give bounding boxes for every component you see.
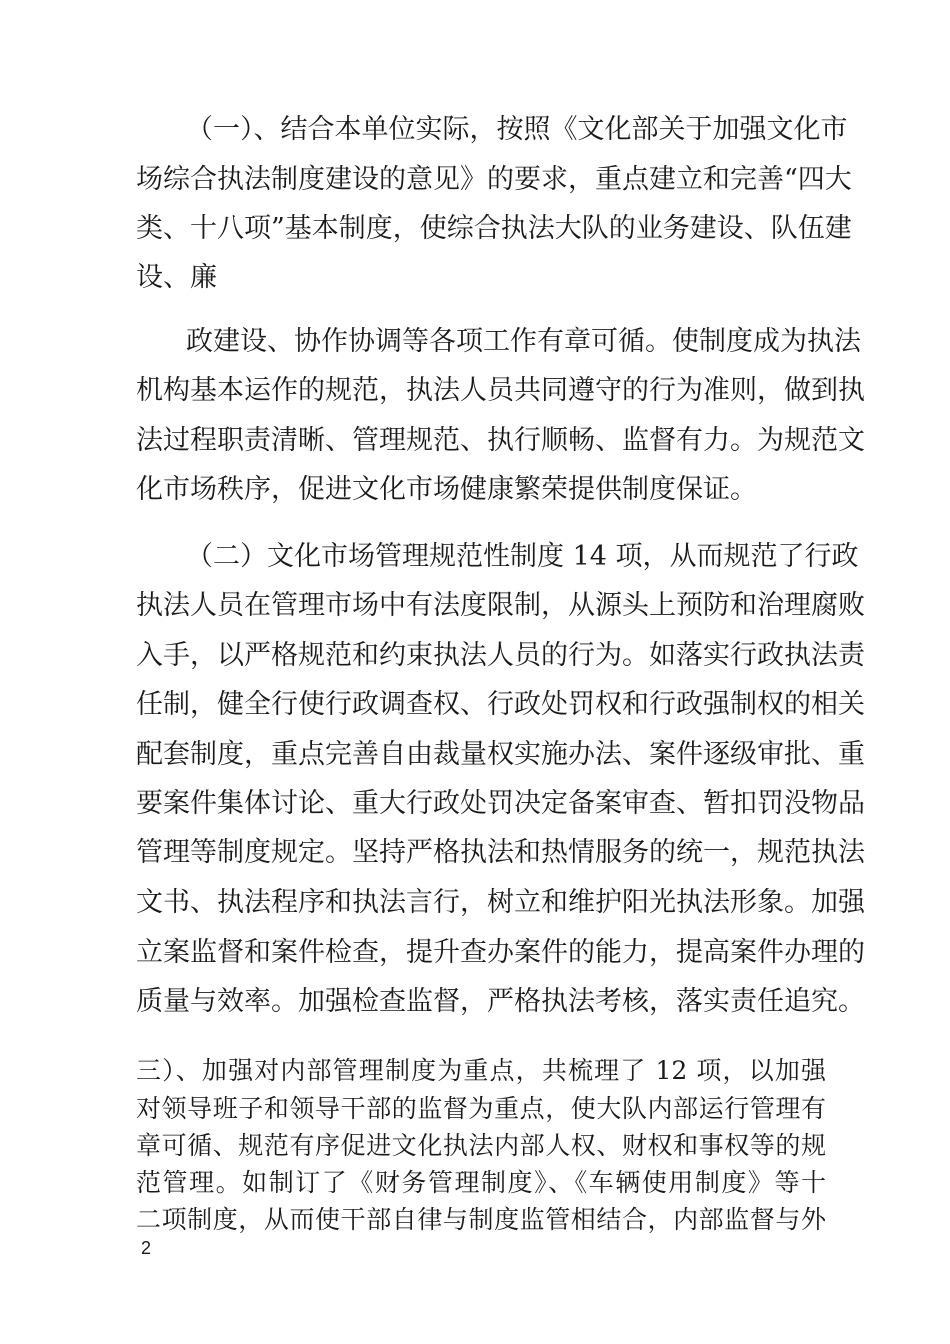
paragraph-4-line-1: 三）、加强对内部管理制度为重点，共梳理了 12 项，以加强 <box>136 1056 826 1085</box>
paragraph-3-line-6: 要案件集体讨论、重大行政处罚决定备案审查、暂扣罚没物品 <box>136 788 865 819</box>
paragraph-3-line-1: （二）文化市场管理规范性制度 14 项，从而规范了行政 <box>186 541 859 572</box>
paragraph-4-line-4: 范管理。如制订了《财务管理制度》、《车辆使用制度》等十 <box>136 1168 826 1197</box>
paragraph-3-line-3: 入手，以严格规范和约束执法人员的行为。如落实行政执法责 <box>136 640 865 671</box>
paragraph-4-line-2: 对领导班子和领导干部的监督为重点，使大队内部运行管理有 <box>136 1094 826 1123</box>
paragraph-2-line-4: 化市场秩序，促进文化市场健康繁荣提供制度保证。 <box>136 474 757 505</box>
paragraph-3-line-2: 执法人员在管理市场中有法度限制，从源头上预防和治理腐败 <box>136 590 865 621</box>
paragraph-2-line-3: 法过程职责清晰、管理规范、执行顺畅、监督有力。为规范文 <box>136 425 865 456</box>
paragraph-1-line-4: 设、廉 <box>136 262 217 293</box>
paragraph-2-line-1: 政建设、协作协调等各项工作有章可循。使制度成为执法 <box>186 326 861 357</box>
paragraph-1-line-1: （一）、结合本单位实际，按照《文化部关于加强文化市 <box>186 114 848 145</box>
paragraph-3-line-5: 配套制度，重点完善自由裁量权实施办法、案件逐级审批、重 <box>136 739 865 770</box>
paragraph-3-line-8: 文书、执法程序和执法言行，树立和维护阳光执法形象。加强 <box>136 887 865 918</box>
page-number: 2 <box>141 1238 152 1258</box>
paragraph-3-line-9: 立案监督和案件检查，提升查办案件的能力，提高案件办理的 <box>136 937 865 968</box>
paragraph-4-line-5: 二项制度，从而使干部自律与制度监管相结合，内部监督与外 <box>136 1205 826 1234</box>
paragraph-2-line-2: 机构基本运作的规范，执法人员共同遵守的行为准则，做到执 <box>136 375 865 406</box>
paragraph-4-line-3: 章可循、规范有序促进文化执法内部人权、财权和事权等的规 <box>136 1131 826 1160</box>
paragraph-3-line-10: 质量与效率。加强检查监督，严格执法考核，落实责任追究。 <box>136 986 865 1017</box>
paragraph-3-line-7: 管理等制度规定。坚持严格执法和热情服务的统一，规范执法 <box>136 837 865 868</box>
paragraph-1-line-2: 场综合执法制度建设的意见》的要求，重点建立和完善“四大 <box>136 164 852 195</box>
paragraph-1-line-3: 类、十八项”基本制度，使综合执法大队的业务建设、队伍建 <box>136 213 852 244</box>
paragraph-3-line-4: 任制，健全行使行政调查权、行政处罚权和行政强制权的相关 <box>136 689 865 720</box>
